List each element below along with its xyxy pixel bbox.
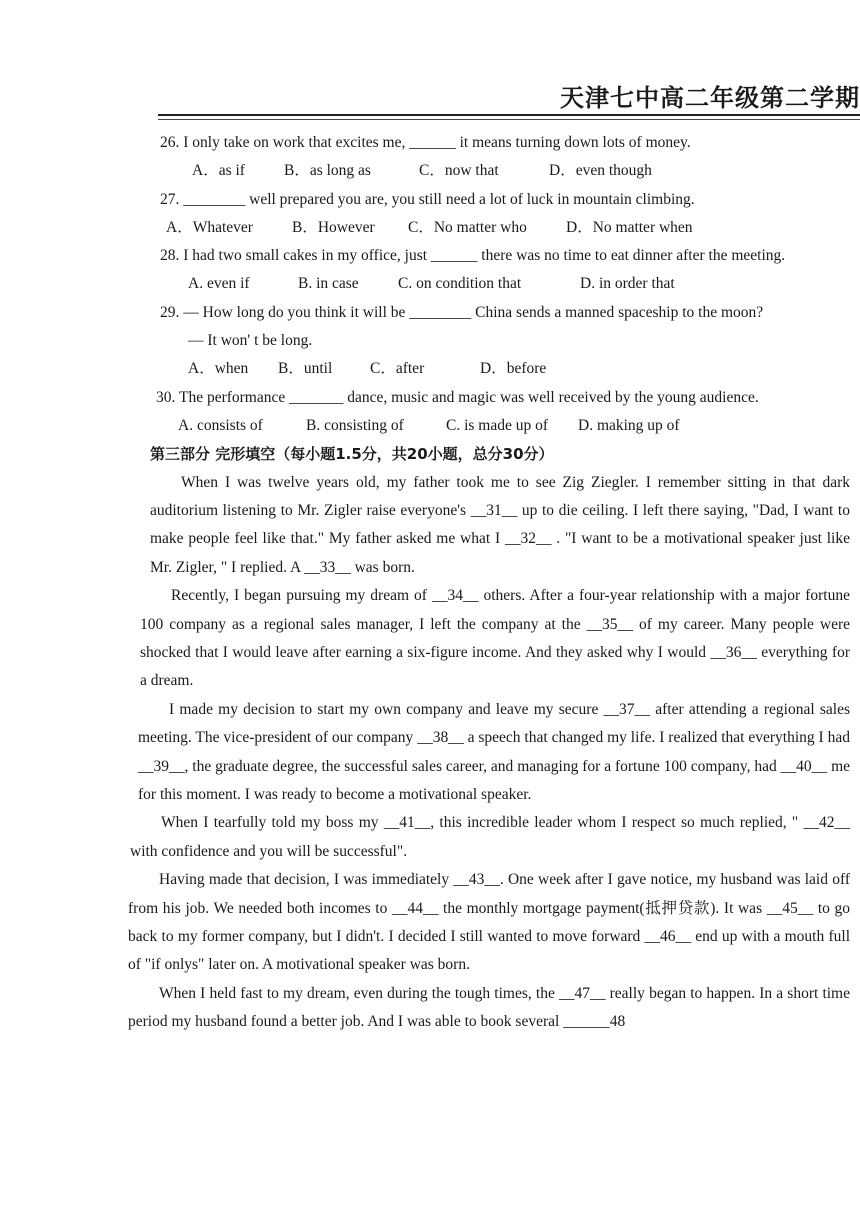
option: B．as long as (284, 162, 371, 180)
passage-paragraph: I made my decision to start my own company and leave my secure __37__ after attending a regional sales meeting. The vice-president of our company __38__ a speech that changed my life. I realized that everything I had __39__, the graduate degree, the successful sales career, and managing for a fortune 100 company, had __40__ me for this moment. I was ready to become a motivational speaker. (138, 700, 850, 804)
question-26-stem: 26. I only take on work that excites me, ______ it means turning down lots of money. (160, 134, 691, 151)
passage-paragraph: Recently, I began pursuing my dream of __34__ others. After a four-year relationship with a major fortune 100 company as a regional sales manager, I left the company at the __35__ of my career. Many people were shocked that I would leave after earning a six-figure income. And they asked why I would __36__ everything for a dream. (140, 587, 850, 690)
question-29-stem: 29. — How long do you think it will be ________ China sends a manned spaceship to the moon? (160, 303, 764, 321)
option: A．when (188, 360, 249, 378)
option: D．No matter when (566, 218, 693, 236)
question-28-options (188, 270, 850, 298)
question-28-stem: 28. I had two small cakes in my office, just ______ there was no time to eat dinner after the meeting. (160, 247, 786, 265)
question-30-stem: 30. The performance _______ dance, music and magic was well received by the young audience. (156, 388, 759, 406)
option: B．until (278, 360, 333, 378)
option: A. consists of (178, 416, 263, 434)
option: C．now that (419, 162, 499, 180)
option: C. is made up of (446, 416, 549, 434)
header-rule-thin (158, 119, 860, 120)
option: C. on condition that (398, 275, 522, 293)
section-title: 第三部分 完形填空（每小题1.5分，共20小题，总分30分） (150, 445, 554, 464)
option: C．after (370, 360, 425, 378)
passage-paragraph: Having made that decision, I was immediately __43__. One week after I gave notice, my husband was laid off from his job. We needed both incomes to __44__ the monthly mortgage payment(抵押贷款). It was __45__ to go back to my former company, but I didn't. I decided I still wanted to move forward __46__ end up with a mouth full of "if onlys" later on. A motivational speaker was born. (128, 871, 850, 974)
option: A．as if (192, 162, 245, 180)
passage-paragraph: When I held fast to my dream, even during the tough times, the __47__ really began to happen. In a short time period my husband found a better job. And I was able to book several ______48 (128, 984, 850, 1031)
option: B. consisting of (306, 416, 404, 434)
option: D．even though (549, 162, 652, 180)
option: A. even if (188, 275, 250, 293)
question-30-options (178, 412, 850, 440)
option: D. in order that (580, 275, 675, 293)
header-rule (158, 114, 860, 116)
option: D. making up of (578, 416, 680, 434)
question-26-options (192, 157, 850, 185)
option: D．before (480, 360, 547, 378)
question-29-options (188, 355, 850, 383)
option: B．However (292, 218, 375, 236)
question-29-reply: — It won' t be long. (188, 332, 313, 350)
question-27-stem: 27. ________ well prepared you are, you still need a lot of luck in mountain climbing. (160, 190, 695, 208)
passage-paragraph: When I tearfully told my boss my __41__, this incredible leader whom I respect so much replied, " __42__ with confidence and you will be successful". (130, 814, 850, 860)
option: B. in case (298, 275, 359, 293)
passage-paragraph: When I was twelve years old, my father took me to see Zig Ziegler. I remember sitting in that dark auditorium listening to Mr. Zigler raise everyone's __31__ up to die ceiling. I left there saying, "Dad, I want to make people feel like that." My father asked me what I __32__ . "I want to be a motivational speaker just like Mr. Zigler, " I replied. A __33__ was born. (150, 473, 850, 576)
option: C．No matter who (408, 218, 527, 236)
exam-content (122, 129, 850, 1037)
question-27-options (166, 214, 850, 242)
option: A．Whatever (166, 218, 253, 236)
page-header-title: 天津七中高二年级第二学期 (560, 86, 860, 112)
